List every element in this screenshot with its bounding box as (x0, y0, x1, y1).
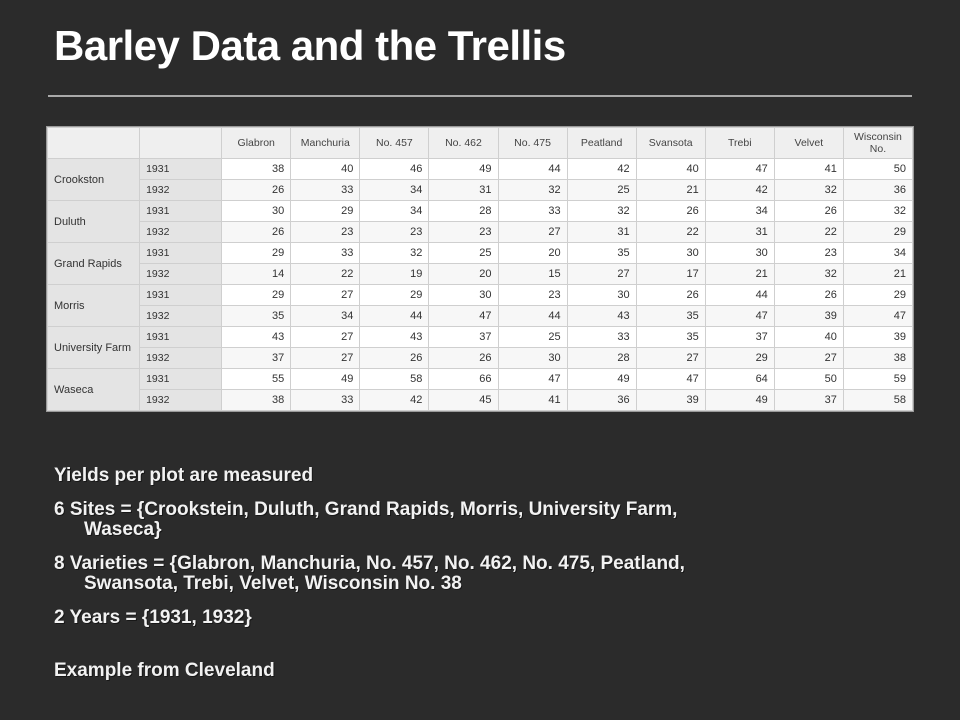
cell-value: 44 (360, 306, 429, 327)
cell-value: 27 (498, 222, 567, 243)
cell-value: 22 (291, 264, 360, 285)
cell-value: 39 (843, 327, 912, 348)
column-header-5: Peatland (567, 128, 636, 159)
row-year-label: 1931 (140, 285, 222, 306)
cell-value: 34 (291, 306, 360, 327)
cell-value: 29 (705, 348, 774, 369)
cell-value: 34 (360, 180, 429, 201)
cell-value: 55 (222, 369, 291, 390)
cell-value: 50 (843, 159, 912, 180)
cell-value: 47 (705, 159, 774, 180)
cell-value: 37 (705, 327, 774, 348)
cell-value: 33 (567, 327, 636, 348)
cell-value: 21 (843, 264, 912, 285)
row-year-label: 1931 (140, 159, 222, 180)
cell-value: 49 (567, 369, 636, 390)
cell-value: 30 (705, 243, 774, 264)
column-header-8: Velvet (774, 128, 843, 159)
bullet-item-yields (54, 466, 924, 487)
row-year-label: 1931 (140, 327, 222, 348)
table-row (48, 327, 913, 348)
table-row (48, 390, 913, 411)
cell-value: 50 (774, 369, 843, 390)
cell-value: 30 (567, 285, 636, 306)
cell-value: 30 (636, 243, 705, 264)
cell-value: 43 (360, 327, 429, 348)
cell-value: 25 (567, 180, 636, 201)
cell-value: 32 (774, 180, 843, 201)
bullet-line-1: Yields per plot are measured (54, 465, 314, 486)
table-corner-site (48, 128, 140, 159)
cell-value: 35 (222, 306, 291, 327)
table-corner-year (140, 128, 222, 159)
cell-value: 17 (636, 264, 705, 285)
column-header-9: Wisconsin No. (843, 128, 912, 159)
cell-value: 23 (774, 243, 843, 264)
cell-value: 33 (291, 180, 360, 201)
cell-value: 31 (705, 222, 774, 243)
cell-value: 41 (774, 159, 843, 180)
cell-value: 49 (705, 390, 774, 411)
cell-value: 20 (498, 243, 567, 264)
cell-value: 23 (291, 222, 360, 243)
bullet-item-years (54, 608, 924, 629)
column-header-1: Manchuria (291, 128, 360, 159)
cell-value: 32 (498, 180, 567, 201)
cell-value: 21 (705, 264, 774, 285)
cell-value: 42 (567, 159, 636, 180)
cell-value: 33 (291, 390, 360, 411)
row-year-label: 1932 (140, 264, 222, 285)
cell-value: 40 (774, 327, 843, 348)
cell-value: 35 (636, 327, 705, 348)
cell-value: 47 (843, 306, 912, 327)
cell-value: 30 (222, 201, 291, 222)
bullet-line-1: 6 Sites = {Crookstein, Duluth, Grand Rapids, Morris, University Farm, (54, 498, 678, 520)
cell-value: 25 (429, 243, 498, 264)
cell-value: 26 (222, 180, 291, 201)
cell-value: 28 (567, 348, 636, 369)
bullet-line-2: Waseca} (84, 519, 162, 541)
cell-value: 36 (567, 390, 636, 411)
cell-value: 35 (567, 243, 636, 264)
bullet-item-varieties (54, 554, 924, 595)
cell-value: 30 (498, 348, 567, 369)
row-year-label: 1932 (140, 348, 222, 369)
cell-value: 32 (567, 201, 636, 222)
cell-value: 47 (636, 369, 705, 390)
table-row (48, 180, 913, 201)
cell-value: 32 (774, 264, 843, 285)
cell-value: 15 (498, 264, 567, 285)
cell-value: 44 (705, 285, 774, 306)
cell-value: 47 (498, 369, 567, 390)
row-site-label: Duluth (48, 201, 140, 243)
cell-value: 25 (498, 327, 567, 348)
cell-value: 58 (843, 390, 912, 411)
cell-value: 31 (429, 180, 498, 201)
cell-value: 14 (222, 264, 291, 285)
cell-value: 26 (360, 348, 429, 369)
cell-value: 44 (498, 306, 567, 327)
cell-value: 58 (360, 369, 429, 390)
cell-value: 47 (705, 306, 774, 327)
cell-value: 32 (360, 243, 429, 264)
row-year-label: 1931 (140, 201, 222, 222)
cell-value: 29 (291, 201, 360, 222)
table-row (48, 222, 913, 243)
cell-value: 38 (843, 348, 912, 369)
row-site-label: Morris (48, 285, 140, 327)
bullet-list (54, 466, 924, 641)
cell-value: 29 (222, 243, 291, 264)
cell-value: 27 (291, 285, 360, 306)
cell-value: 49 (291, 369, 360, 390)
column-header-3: No. 462 (429, 128, 498, 159)
cell-value: 42 (705, 180, 774, 201)
title-divider (48, 95, 912, 97)
row-year-label: 1931 (140, 369, 222, 390)
column-header-4: No. 475 (498, 128, 567, 159)
column-header-6: Svansota (636, 128, 705, 159)
cell-value: 39 (774, 306, 843, 327)
cell-value: 34 (843, 243, 912, 264)
cell-value: 22 (636, 222, 705, 243)
table-header (48, 128, 913, 159)
cell-value: 43 (222, 327, 291, 348)
cell-value: 29 (843, 222, 912, 243)
cell-value: 31 (567, 222, 636, 243)
cell-value: 28 (429, 201, 498, 222)
barley-table-container (46, 126, 914, 412)
cell-value: 33 (498, 201, 567, 222)
column-header-0: Glabron (222, 128, 291, 159)
table-header-row (48, 128, 913, 159)
cell-value: 21 (636, 180, 705, 201)
row-year-label: 1932 (140, 180, 222, 201)
cell-value: 27 (636, 348, 705, 369)
cell-value: 46 (360, 159, 429, 180)
table-row (48, 264, 913, 285)
cell-value: 32 (843, 201, 912, 222)
cell-value: 26 (636, 285, 705, 306)
cell-value: 36 (843, 180, 912, 201)
cell-value: 59 (843, 369, 912, 390)
cell-value: 26 (429, 348, 498, 369)
cell-value: 34 (360, 201, 429, 222)
page-title: Barley Data and the Trellis (54, 22, 566, 69)
cell-value: 37 (222, 348, 291, 369)
cell-value: 49 (429, 159, 498, 180)
cell-value: 27 (291, 327, 360, 348)
bullet-item-sites (54, 500, 924, 541)
row-year-label: 1932 (140, 390, 222, 411)
cell-value: 26 (636, 201, 705, 222)
cell-value: 29 (843, 285, 912, 306)
cell-value: 27 (567, 264, 636, 285)
cell-value: 37 (429, 327, 498, 348)
table-row (48, 306, 913, 327)
cell-value: 39 (636, 390, 705, 411)
cell-value: 23 (498, 285, 567, 306)
row-site-label: Crookston (48, 159, 140, 201)
table-row (48, 159, 913, 180)
cell-value: 26 (774, 285, 843, 306)
cell-value: 40 (291, 159, 360, 180)
cell-value: 34 (705, 201, 774, 222)
cell-value: 42 (360, 390, 429, 411)
cell-value: 33 (291, 243, 360, 264)
cell-value: 23 (429, 222, 498, 243)
cell-value: 20 (429, 264, 498, 285)
bullet-line-2: Swansota, Trebi, Velvet, Wisconsin No. 38 (84, 573, 462, 595)
barley-table (47, 127, 913, 411)
bullet-line-1: 8 Varieties = {Glabron, Manchuria, No. 457, No. 462, No. 475, Peatland, (54, 552, 685, 574)
table-row (48, 369, 913, 390)
cell-value: 44 (498, 159, 567, 180)
cell-value: 64 (705, 369, 774, 390)
column-header-7: Trebi (705, 128, 774, 159)
cell-value: 29 (222, 285, 291, 306)
cell-value: 27 (291, 348, 360, 369)
cell-value: 26 (222, 222, 291, 243)
row-year-label: 1932 (140, 222, 222, 243)
row-site-label: Grand Rapids (48, 243, 140, 285)
table-row (48, 243, 913, 264)
bullet-line-1: 2 Years = {1931, 1932} (54, 606, 252, 628)
row-year-label: 1932 (140, 306, 222, 327)
row-site-label: University Farm (48, 327, 140, 369)
cell-value: 29 (360, 285, 429, 306)
cell-value: 45 (429, 390, 498, 411)
cell-value: 37 (774, 390, 843, 411)
cell-value: 23 (360, 222, 429, 243)
cell-value: 40 (636, 159, 705, 180)
cell-value: 38 (222, 390, 291, 411)
cell-value: 26 (774, 201, 843, 222)
cell-value: 66 (429, 369, 498, 390)
column-header-2: No. 457 (360, 128, 429, 159)
source-note: Example from Cleveland (54, 660, 275, 681)
cell-value: 27 (774, 348, 843, 369)
cell-value: 35 (636, 306, 705, 327)
cell-value: 22 (774, 222, 843, 243)
row-year-label: 1931 (140, 243, 222, 264)
cell-value: 19 (360, 264, 429, 285)
row-site-label: Waseca (48, 369, 140, 411)
table-body (48, 159, 913, 411)
cell-value: 47 (429, 306, 498, 327)
cell-value: 38 (222, 159, 291, 180)
cell-value: 41 (498, 390, 567, 411)
cell-value: 30 (429, 285, 498, 306)
cell-value: 43 (567, 306, 636, 327)
table-row (48, 201, 913, 222)
table-row (48, 285, 913, 306)
table-row (48, 348, 913, 369)
